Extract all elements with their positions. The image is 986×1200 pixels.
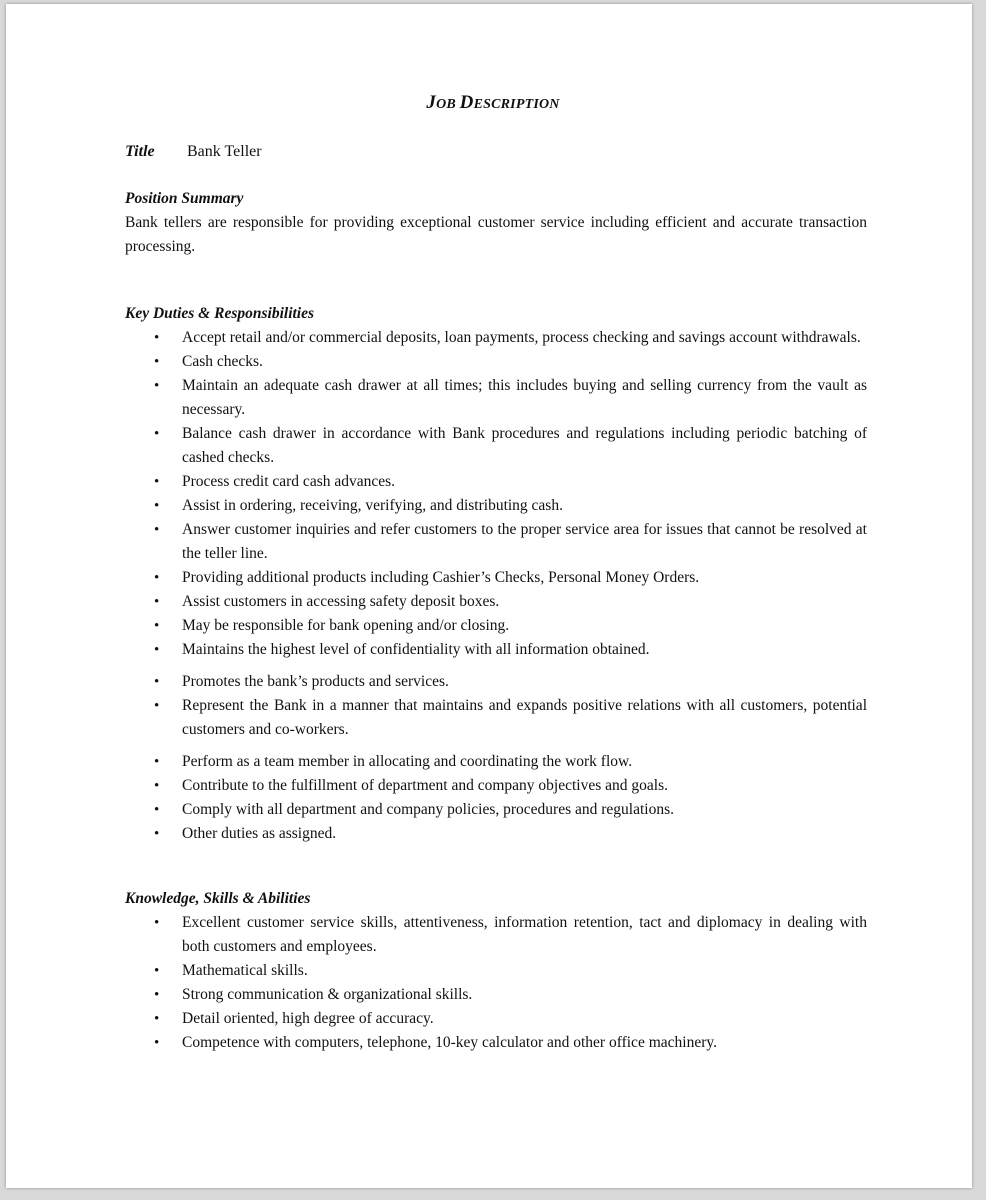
list-item bbox=[125, 494, 867, 518]
list-item-text: Competence with computers, telephone, 10-key calculator and other office machinery. bbox=[182, 1034, 717, 1051]
bullet-icon: • bbox=[154, 754, 160, 770]
list-item-text: Answer customer inquiries and refer customers to the proper service area for issues that cannot be resolved at the teller line. bbox=[182, 521, 867, 562]
list-item bbox=[125, 374, 867, 422]
list-item-text: Strong communication & organizational skills. bbox=[182, 986, 473, 1003]
list-item bbox=[125, 566, 867, 590]
list-item-text: Maintain an adequate cash drawer at all times; this includes buying and selling currency from the vault as necessary. bbox=[182, 377, 867, 418]
bullet-icon: • bbox=[154, 426, 160, 442]
list-item-text: Excellent customer service skills, attentiveness, information retention, tact and diplomacy in dealing with both customers and employees. bbox=[182, 914, 867, 955]
knowledge-skills-list bbox=[125, 911, 867, 1055]
list-item bbox=[125, 983, 867, 1007]
bullet-icon: • bbox=[154, 522, 160, 538]
bullet-icon: • bbox=[154, 1011, 160, 1027]
list-item bbox=[125, 670, 867, 694]
list-item bbox=[125, 590, 867, 614]
bullet-icon: • bbox=[154, 674, 160, 690]
heading-small-caps-ob: OB bbox=[436, 97, 460, 112]
heading-small-caps-escription: ESCRIPTION bbox=[473, 97, 560, 112]
list-item bbox=[125, 614, 867, 638]
bullet-icon: • bbox=[154, 915, 160, 931]
position-summary-heading: Position Summary bbox=[125, 190, 244, 207]
bullet-icon: • bbox=[154, 642, 160, 658]
knowledge-skills-heading: Knowledge, Skills & Abilities bbox=[125, 890, 311, 907]
job-title-label: Title bbox=[125, 143, 155, 160]
document-heading bbox=[0, 92, 986, 114]
list-item-text: Cash checks. bbox=[182, 353, 263, 370]
list-item-text: Other duties as assigned. bbox=[182, 825, 337, 842]
bullet-icon: • bbox=[154, 698, 160, 714]
list-item bbox=[125, 326, 867, 350]
list-item bbox=[125, 470, 867, 494]
list-item-text: Contribute to the fulfillment of department and company objectives and goals. bbox=[182, 777, 668, 794]
bullet-icon: • bbox=[154, 594, 160, 610]
key-duties-heading: Key Duties & Responsibilities bbox=[125, 305, 315, 322]
bullet-icon: • bbox=[154, 802, 160, 818]
bullet-icon: • bbox=[154, 498, 160, 514]
list-item bbox=[125, 518, 867, 566]
job-title-value: Bank Teller bbox=[187, 143, 262, 160]
list-item bbox=[125, 350, 867, 374]
list-item bbox=[125, 1031, 867, 1055]
list-item-text: Perform as a team member in allocating and coordinating the work flow. bbox=[182, 753, 633, 770]
bullet-icon: • bbox=[154, 354, 160, 370]
list-item-text: Comply with all department and company policies, procedures and regulations. bbox=[182, 801, 674, 818]
list-item-text: Assist in ordering, receiving, verifying, and distributing cash. bbox=[182, 497, 563, 514]
list-item-text: Balance cash drawer in accordance with Bank procedures and regulations including periodic batching of cashed checks. bbox=[182, 425, 867, 466]
list-item bbox=[125, 638, 867, 662]
bullet-icon: • bbox=[154, 987, 160, 1003]
list-item-text: Providing additional products including Cashier’s Checks, Personal Money Orders. bbox=[182, 569, 700, 586]
bullet-icon: • bbox=[154, 474, 160, 490]
list-item-text: Maintains the highest level of confidentiality with all information obtained. bbox=[182, 641, 650, 658]
bullet-icon: • bbox=[154, 330, 160, 346]
bullet-icon: • bbox=[154, 778, 160, 794]
bullet-icon: • bbox=[154, 963, 160, 979]
list-item bbox=[125, 911, 867, 959]
list-item-text: Process credit card cash advances. bbox=[182, 473, 396, 490]
key-duties-list bbox=[125, 326, 867, 846]
list-item bbox=[125, 1007, 867, 1031]
bullet-icon: • bbox=[154, 378, 160, 394]
position-summary-text: Bank tellers are responsible for providing exceptional customer service including efficient and accurate transaction processing. bbox=[125, 214, 867, 255]
list-item bbox=[125, 822, 867, 846]
bullet-icon: • bbox=[154, 618, 160, 634]
list-item-text: Detail oriented, high degree of accuracy. bbox=[182, 1010, 434, 1027]
list-item bbox=[125, 959, 867, 983]
bullet-icon: • bbox=[154, 826, 160, 842]
list-item-text: Represent the Bank in a manner that maintains and expands positive relations with all customers, potential customers and co-workers. bbox=[182, 697, 867, 738]
bullet-icon: • bbox=[154, 1035, 160, 1051]
job-title-row bbox=[125, 143, 262, 161]
list-item bbox=[125, 774, 867, 798]
list-item bbox=[125, 750, 867, 774]
list-item bbox=[125, 422, 867, 470]
list-item bbox=[125, 694, 867, 742]
list-item bbox=[125, 798, 867, 822]
list-item-text: May be responsible for bank opening and/or closing. bbox=[182, 617, 510, 634]
list-item-text: Assist customers in accessing safety deposit boxes. bbox=[182, 593, 500, 610]
list-item-text: Accept retail and/or commercial deposits, loan payments, process checking and savings account withdrawals. bbox=[182, 329, 861, 346]
list-item-text: Mathematical skills. bbox=[182, 962, 308, 979]
bullet-icon: • bbox=[154, 570, 160, 586]
heading-initial-j: J bbox=[426, 92, 437, 113]
heading-initial-d: D bbox=[459, 92, 474, 113]
list-item-text: Promotes the bank’s products and services. bbox=[182, 673, 449, 690]
